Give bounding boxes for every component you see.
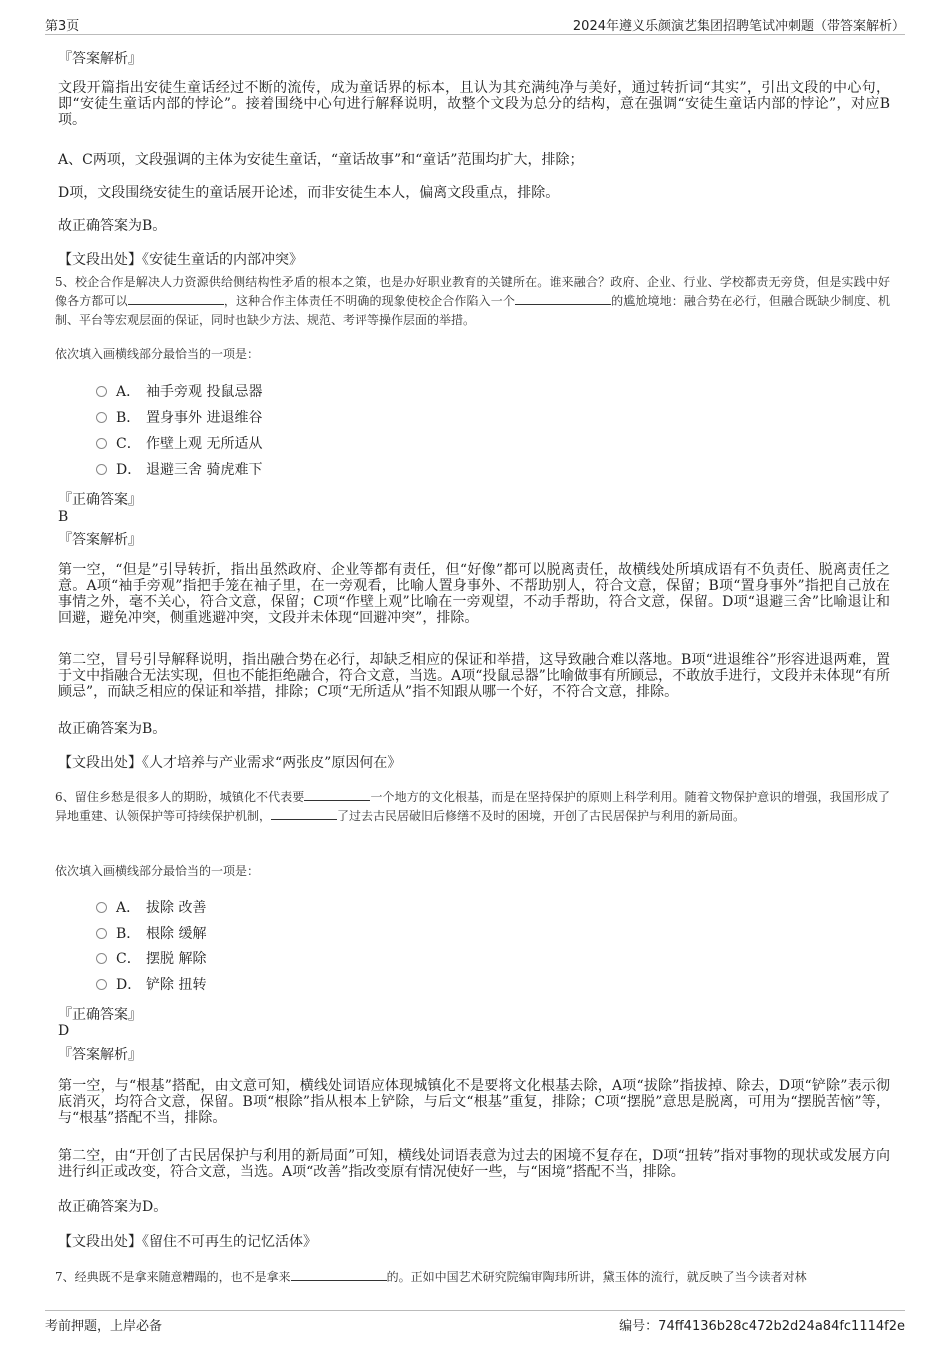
radio-icon[interactable] bbox=[96, 386, 107, 397]
q6-analysis-p2: 第二空，由“开创了古民居保护与利用的新局面”可知，横线处词语表意为过去的困境不复存在，D项“扭转”指对事物的现状或发展方向进行纠正或改变，符合文意，当选。A项“改善”指改变原有情况使好一些，与“困境”搭配不当，排除。 bbox=[58, 1148, 890, 1180]
q5-analysis-label: 『答案解析』 bbox=[58, 532, 142, 548]
q5-option-d[interactable]: D． 退避三舍 骑虎难下 bbox=[96, 461, 262, 479]
q5-analysis-p1: 第一空，“但是”引导转折，指出虽然政府、企业等都有责任，但“好像”都可以脱离责任，故横线处所填成语有不负责任、脱离责任之意。A项“袖手旁观”指把手笼在袖子里，在一旁观看，比喻人置身事外、不帮助别人，符合文意，保留；B项“置身事外”指把自己放在事情之外，毫不关心，符合文意，保留；C项“作壁上观”比喻在一旁观望，不动手帮助，符合文意，保留。D项“退避三舍”比喻退让和回避，避免冲突，侧重逃避冲突，文段并未体现“回避冲突”，排除。 bbox=[58, 562, 890, 626]
radio-icon[interactable] bbox=[96, 979, 107, 990]
fill-blank-2 bbox=[271, 808, 337, 820]
q6-conclusion: 故正确答案为D。 bbox=[58, 1199, 168, 1215]
q6-answer: D bbox=[58, 1023, 70, 1039]
page-header bbox=[45, 12, 905, 35]
fill-blank-1 bbox=[291, 1269, 387, 1281]
document-title: 2024年遵义乐颜演艺集团招聘笔试冲刺题（带答案解析） bbox=[572, 19, 905, 34]
q4-source: 【文段出处】《安徒生童话的内部冲突》 bbox=[58, 252, 303, 268]
q5-answer: B bbox=[58, 509, 69, 525]
q5-stem-part-2: ，这种合作主体责任不明确的现象使校企合作陷入一个 bbox=[223, 294, 516, 308]
page-footer bbox=[45, 1310, 905, 1333]
radio-icon[interactable] bbox=[96, 438, 107, 449]
radio-icon[interactable] bbox=[96, 902, 107, 913]
q6-stem-part-1: 6、留住乡愁是很多人的期盼，城镇化不代表要 bbox=[55, 790, 305, 804]
q5-stem-part-1: 5、校企合作是解决人力资源供给侧结构性矛盾的根本之策，也是办好职业教育的关键所在。谁来融合？政府、企业、行业、学校都责无旁贷，但是实践中好像各方都可以 bbox=[55, 275, 890, 308]
q6-answer-label: 『正确答案』 bbox=[58, 1007, 142, 1023]
q6-stem-part-2: 一个地方的文化根基，而是在坚持保护的原则上科学利用。随着文物保护意识的增强，我国形成了异地重建、认领保护等可持续保护机制， bbox=[55, 790, 890, 823]
fill-blank-1 bbox=[304, 789, 370, 801]
radio-icon[interactable] bbox=[96, 464, 107, 475]
q5-option-a[interactable]: A． 袖手旁观 投鼠忌器 bbox=[96, 383, 262, 401]
q6-stem-part-3: 了过去古民居破旧后修缮不及时的困境，开创了古民居保护与利用的新局面。 bbox=[337, 809, 746, 823]
q4-analysis-p2: A、C两项，文段强调的主体为安徒生童话，“童话故事”和“童话”范围均扩大，排除； bbox=[58, 152, 584, 168]
q7-stem-part-2: 的。正如中国艺术研究院编审陶玮所讲，黛玉体的流行，就反映了当今读者对林 bbox=[386, 1270, 807, 1284]
q4-analysis-p3: D项，文段围绕安徒生的童话展开论述，而非安徒生本人，偏离文段重点，排除。 bbox=[58, 185, 560, 201]
footer-slogan: 考前押题，上岸必备 bbox=[45, 1319, 163, 1334]
q6-option-d[interactable]: D． 铲除 扭转 bbox=[96, 976, 206, 994]
q4-conclusion: 故正确答案为B。 bbox=[58, 218, 167, 234]
document-id: 编号：74ff4136b28c472b2d24a84fc1114f2e bbox=[619, 1319, 905, 1334]
q6-option-c[interactable]: C． 摆脱 解除 bbox=[96, 950, 206, 968]
q5-option-b[interactable]: B． 置身事外 进退维谷 bbox=[96, 409, 262, 427]
q5-stem-part-3: 的尴尬境地：融合势在必行，但融合既缺少制度、机制、平台等宏观层面的保证，同时也缺少方法、规范、考评等操作层面的举措。 bbox=[55, 294, 890, 327]
radio-icon[interactable] bbox=[96, 412, 107, 423]
page-number: 第3页 bbox=[45, 19, 80, 34]
q6-stem bbox=[55, 788, 890, 826]
q6-analysis-p1: 第一空，与“根基”搭配，由文意可知，横线处词语应体现城镇化不是要将文化根基去除，A项“拔除”指拔掉、除去，D项“铲除”表示彻底消灭，均符合文意，保留。B项“根除”指从根本上铲除，与后文“根基”重复，排除；C项“摆脱”意思是脱离，可用为“摆脱苦恼”等，与“根基”搭配不当，排除。 bbox=[58, 1078, 890, 1126]
q5-analysis-p2: 第二空，冒号引导解释说明，指出融合势在必行，却缺乏相应的保证和举措，这导致融合难以落地。B项“进退维谷”形容进退两难，置于文中指融合无法实现，但也不能拒绝融合，符合文意，当选。A项“投鼠忌器”比喻做事有所顾忌，不敢放手进行，文段并未体现“有所顾忌”，而缺乏相应的保证和举措，排除；C项“无所适从”指不知跟从哪一个好，不符合文意，排除。 bbox=[58, 652, 890, 700]
q7-stem bbox=[55, 1268, 890, 1287]
q5-stem bbox=[55, 273, 890, 330]
q5-conclusion: 故正确答案为B。 bbox=[58, 721, 167, 737]
q6-option-a[interactable]: A． 拔除 改善 bbox=[96, 899, 206, 917]
q5-answer-label: 『正确答案』 bbox=[58, 492, 142, 508]
q6-source: 【文段出处】《留住不可再生的记忆活体》 bbox=[58, 1234, 317, 1250]
q6-prompt: 依次填入画横线部分最恰当的一项是： bbox=[55, 864, 260, 878]
radio-icon[interactable] bbox=[96, 928, 107, 939]
q4-analysis-label: 『答案解析』 bbox=[58, 51, 142, 67]
q7-stem-part-1: 7、经典既不是拿来随意糟蹋的，也不是拿来 bbox=[55, 1270, 291, 1284]
q5-source: 【文段出处】《人才培养与产业需求“两张皮”原因何在》 bbox=[58, 755, 402, 771]
radio-icon[interactable] bbox=[96, 953, 107, 964]
q4-analysis-p1: 文段开篇指出安徒生童话经过不断的流传，成为童话界的标本，且认为其充满纯净与美好，通过转折词“其实”，引出文段的中心句，即“安徒生童话内部的悖论”。接着围绕中心句进行解释说明，故整个文段为总分的结构，意在强调“安徒生童话内部的悖论”，对应B项。 bbox=[58, 80, 890, 128]
fill-blank-2 bbox=[515, 293, 611, 305]
q5-prompt: 依次填入画横线部分最恰当的一项是： bbox=[55, 347, 260, 361]
q5-option-c[interactable]: C． 作壁上观 无所适从 bbox=[96, 435, 262, 453]
q6-option-b[interactable]: B． 根除 缓解 bbox=[96, 925, 206, 943]
fill-blank-1 bbox=[128, 293, 224, 305]
q6-analysis-label: 『答案解析』 bbox=[58, 1047, 142, 1063]
